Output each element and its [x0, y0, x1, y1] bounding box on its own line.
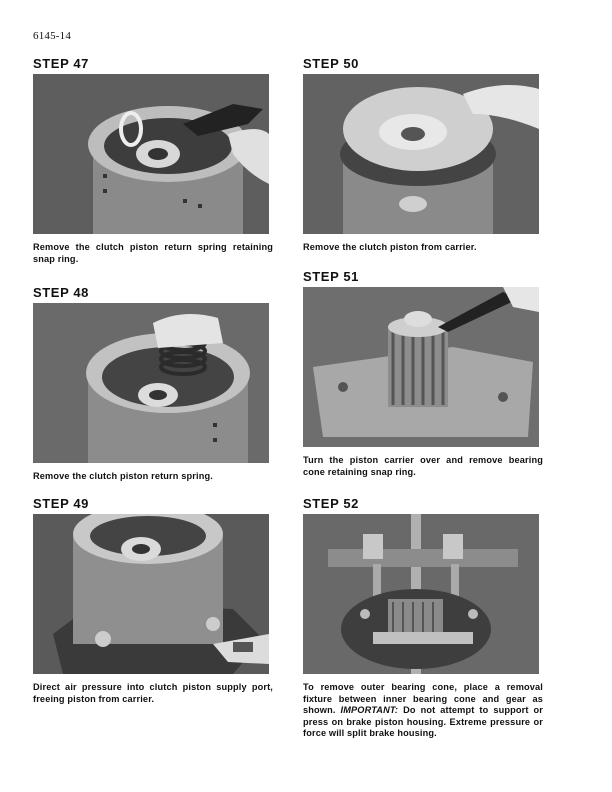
step-47 [33, 57, 273, 265]
step-caption: Remove the clutch piston return spring retaining snap ring. [33, 242, 273, 264]
step-title: STEP 50 [303, 56, 359, 71]
step-caption: Remove the clutch piston return spring. [33, 471, 213, 481]
step-49 [33, 497, 273, 705]
step-title: STEP 51 [303, 269, 359, 284]
step-photo [33, 303, 269, 463]
step-photo [303, 287, 539, 447]
step-caption [303, 682, 543, 740]
step-caption: Turn the piston carrier over and remove bearing cone retaining snap ring. [303, 455, 543, 477]
caption-text: Do not attempt to support or press on brake piston housing. Extreme pressure or force will split brake housing. [303, 705, 544, 738]
step-52 [303, 497, 543, 740]
step-photo [303, 74, 539, 234]
step-caption: Direct air pressure into clutch piston supply port, freeing piston from carrier. [33, 682, 273, 704]
step-photo [33, 74, 269, 234]
step-photo [303, 514, 539, 674]
caption-text: To remove outer bearing cone, place a removal fixture between inner bearing cone and gear as shown. [303, 682, 543, 715]
step-photo [33, 514, 269, 674]
step-50 [303, 57, 543, 254]
step-51 [303, 270, 543, 478]
step-title: STEP 52 [303, 496, 359, 511]
step-caption: Remove the clutch piston from carrier. [303, 242, 477, 252]
page-number: 6145-14 [33, 30, 72, 42]
important-label: IMPORTANT: [340, 705, 399, 715]
step-48 [33, 286, 273, 483]
step-title: STEP 49 [33, 496, 89, 511]
step-title: STEP 48 [33, 285, 89, 300]
step-title: STEP 47 [33, 56, 89, 71]
